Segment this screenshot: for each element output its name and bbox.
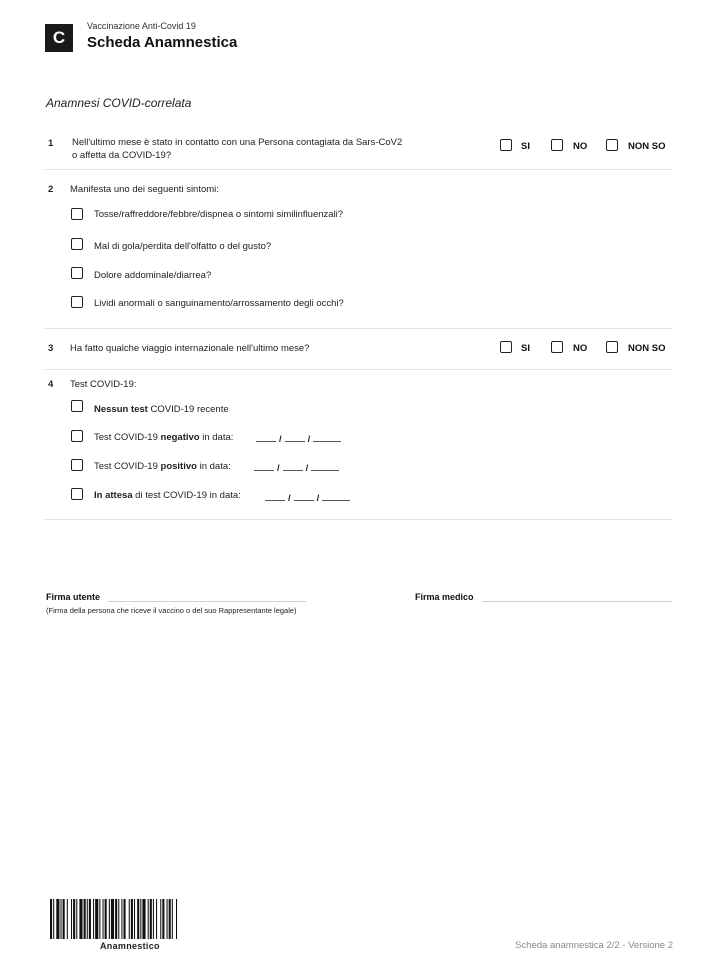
- symptom-2-label: Mal di gola/perdita dell'olfatto o del gusto?: [94, 241, 272, 252]
- question-1-number: 1: [48, 138, 54, 149]
- divider: [45, 169, 672, 170]
- test-option-4-label: [94, 490, 241, 501]
- test-option-4-bold: In attesa: [94, 490, 133, 501]
- question-2-number: 2: [48, 184, 54, 195]
- section-title: Anamnesi COVID-correlata: [46, 96, 192, 110]
- question-1-non-so-label: NON SO: [628, 141, 666, 152]
- symptom-1-label: Tosse/raffreddore/febbre/dispnea o sintomi similinfluenzali?: [94, 209, 344, 220]
- question-3-si-checkbox[interactable]: [500, 341, 512, 353]
- test-option-4-rest: di test COVID-19 in data:: [132, 490, 241, 501]
- divider: [45, 328, 672, 329]
- test-option-1-label: [94, 404, 229, 415]
- user-signature-label: Firma utente: [46, 592, 101, 602]
- test-option-1-rest: COVID-19 recente: [147, 404, 229, 415]
- symptom-3-label: Dolore addominale/diarrea?: [94, 270, 212, 281]
- test-option-3-bold: positivo: [160, 461, 197, 472]
- form-subtitle: Vaccinazione Anti-Covid 19: [87, 21, 196, 31]
- question-1-text: [72, 136, 402, 162]
- symptom-2-checkbox[interactable]: [71, 238, 83, 250]
- test-option-3-pre: Test COVID-19: [94, 461, 161, 472]
- user-signature-field[interactable]: [108, 601, 306, 602]
- question-1-no-label: NO: [573, 141, 588, 152]
- test-option-2-label: [94, 432, 233, 443]
- pending-date-field[interactable]: / /: [265, 492, 350, 504]
- question-3-non-so-label: NON SO: [628, 343, 666, 354]
- symptom-4-label: Lividi anormali o sanguinamento/arrossamento degli occhi?: [94, 298, 344, 309]
- question-3-text: Ha fatto qualche viaggio internazionale nell'ultimo mese?: [70, 343, 310, 354]
- question-4-text: Test COVID-19:: [70, 379, 137, 390]
- test-option-1-bold: Nessun test: [94, 404, 148, 415]
- question-3-non-so-checkbox[interactable]: [606, 341, 618, 353]
- divider: [45, 519, 672, 520]
- test-option-2-checkbox[interactable]: [71, 430, 83, 442]
- negative-date-field[interactable]: / /: [256, 433, 341, 445]
- doctor-signature-field[interactable]: [482, 601, 672, 602]
- symptom-3-checkbox[interactable]: [71, 267, 83, 279]
- test-option-2-rest: in data:: [199, 432, 234, 443]
- test-option-3-rest: in data:: [196, 461, 231, 472]
- question-4-number: 4: [48, 379, 54, 390]
- doctor-signature-label: Firma medico: [415, 592, 474, 602]
- divider: [45, 369, 672, 370]
- test-option-1-checkbox[interactable]: [71, 400, 83, 412]
- question-1-line-1: Nell'ultimo mese è stato in contatto con una Persona contagiata da Sars-CoV2: [72, 137, 403, 148]
- symptom-4-checkbox[interactable]: [71, 296, 83, 308]
- symptom-1-checkbox[interactable]: [71, 208, 83, 220]
- question-3-si-label: SI: [521, 343, 530, 354]
- question-1-no-checkbox[interactable]: [551, 139, 563, 151]
- question-1-si-label: SI: [521, 141, 530, 152]
- test-option-4-checkbox[interactable]: [71, 488, 83, 500]
- question-3-no-checkbox[interactable]: [551, 341, 563, 353]
- test-option-2-bold: negativo: [160, 432, 200, 443]
- test-option-3-label: [94, 461, 231, 472]
- question-1-line-2: o affetta da COVID-19?: [72, 150, 172, 161]
- barcode-label: Anamnestico: [100, 941, 160, 951]
- question-1-si-checkbox[interactable]: [500, 139, 512, 151]
- page-info: Scheda anamnestica 2/2 - Versione 2: [515, 940, 673, 951]
- positive-date-field[interactable]: / /: [254, 462, 339, 474]
- question-1-non-so-checkbox[interactable]: [606, 139, 618, 151]
- question-2-text: Manifesta uno dei seguenti sintomi:: [70, 184, 219, 195]
- barcode-icon: [50, 899, 216, 939]
- form-title: Scheda Anamnestica: [87, 34, 238, 51]
- question-3-no-label: NO: [573, 343, 588, 354]
- test-option-3-checkbox[interactable]: [71, 459, 83, 471]
- user-signature-note: (Firma della persona che riceve il vaccino o del suo Rappresentante legale): [46, 606, 297, 615]
- form-section-badge: C: [45, 24, 73, 52]
- question-3-number: 3: [48, 343, 54, 354]
- test-option-2-pre: Test COVID-19: [94, 432, 161, 443]
